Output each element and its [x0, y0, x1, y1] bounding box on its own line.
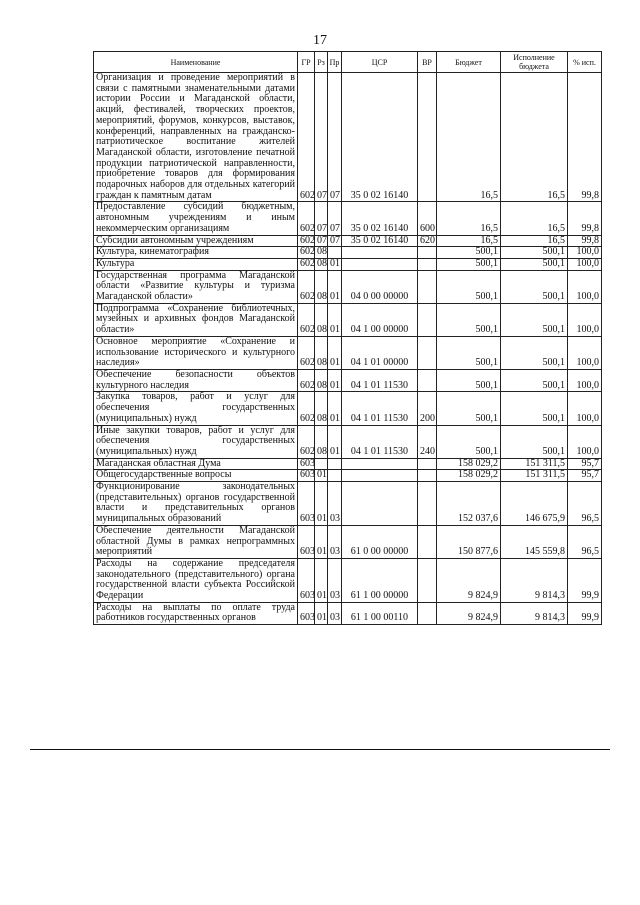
- row-vr: [418, 258, 437, 270]
- row-csr: [342, 482, 418, 526]
- table-row: [94, 73, 602, 202]
- row-rz: 01: [315, 470, 328, 482]
- row-csr: [342, 258, 418, 270]
- row-pr: 01: [328, 369, 342, 391]
- row-execution: 500,1: [501, 336, 568, 369]
- table-row: [94, 458, 602, 470]
- row-execution: 16,5: [501, 235, 568, 247]
- row-gr: 602: [298, 425, 315, 458]
- row-vr: 620: [418, 235, 437, 247]
- row-percent: 99,8: [568, 73, 602, 202]
- table-row: [94, 336, 602, 369]
- row-percent: 100,0: [568, 369, 602, 391]
- row-csr: 61 0 00 00000: [342, 525, 418, 558]
- row-csr: 35 0 02 16140: [342, 202, 418, 235]
- row-pr: 01: [328, 336, 342, 369]
- row-budget: 500,1: [437, 336, 501, 369]
- row-rz: 01: [315, 525, 328, 558]
- row-csr: [342, 247, 418, 259]
- row-gr: 603: [298, 482, 315, 526]
- row-vr: [418, 73, 437, 202]
- table-row: [94, 247, 602, 259]
- row-csr: 04 0 00 00000: [342, 270, 418, 303]
- table-row: [94, 392, 602, 425]
- row-csr: 04 1 01 00000: [342, 336, 418, 369]
- row-name: Государственная программа Магаданской области «Развитие культуры и туризма Магаданской области»: [94, 270, 298, 303]
- row-rz: [315, 458, 328, 470]
- row-budget: 500,1: [437, 303, 501, 336]
- row-execution: 145 559,8: [501, 525, 568, 558]
- row-pr: [328, 458, 342, 470]
- row-csr: 35 0 02 16140: [342, 235, 418, 247]
- row-vr: [418, 369, 437, 391]
- row-percent: 100,0: [568, 336, 602, 369]
- row-csr: [342, 458, 418, 470]
- row-rz: 08: [315, 303, 328, 336]
- row-percent: 99,9: [568, 558, 602, 602]
- row-percent: 99,8: [568, 235, 602, 247]
- row-pr: [328, 247, 342, 259]
- column-header-csr: ЦСР: [342, 52, 418, 73]
- row-gr: 603: [298, 558, 315, 602]
- row-vr: [418, 558, 437, 602]
- row-execution: 151 311,5: [501, 458, 568, 470]
- row-budget: 9 824,9: [437, 558, 501, 602]
- row-percent: 96,5: [568, 482, 602, 526]
- row-budget: 500,1: [437, 247, 501, 259]
- row-gr: 603: [298, 525, 315, 558]
- column-header-execution: Исполнение бюджета: [501, 52, 568, 73]
- row-vr: [418, 247, 437, 259]
- row-budget: 500,1: [437, 425, 501, 458]
- row-vr: [418, 525, 437, 558]
- row-percent: 100,0: [568, 303, 602, 336]
- row-name: Основное мероприятие «Сохранение и использование исторического и культурного наследия»: [94, 336, 298, 369]
- table-row: [94, 258, 602, 270]
- row-pr: 03: [328, 602, 342, 624]
- row-rz: 01: [315, 602, 328, 624]
- row-gr: 602: [298, 247, 315, 259]
- row-budget: 16,5: [437, 73, 501, 202]
- row-name: Обеспечение безопасности объектов культурного наследия: [94, 369, 298, 391]
- row-execution: 500,1: [501, 425, 568, 458]
- row-vr: 200: [418, 392, 437, 425]
- row-budget: 500,1: [437, 392, 501, 425]
- row-rz: 07: [315, 73, 328, 202]
- row-name: Закупка товаров, работ и услуг для обеспечения государственных (муниципальных) нужд: [94, 392, 298, 425]
- row-percent: 96,5: [568, 525, 602, 558]
- row-name: Культура: [94, 258, 298, 270]
- row-percent: 100,0: [568, 392, 602, 425]
- row-pr: 01: [328, 258, 342, 270]
- row-budget: 500,1: [437, 369, 501, 391]
- row-budget: 500,1: [437, 258, 501, 270]
- row-rz: 08: [315, 336, 328, 369]
- row-csr: [342, 470, 418, 482]
- row-rz: 08: [315, 247, 328, 259]
- row-pr: 01: [328, 425, 342, 458]
- row-execution: 500,1: [501, 392, 568, 425]
- row-name: Организация и проведение мероприятий в связи с памятными знаменательными датами истории России и Магаданской области, акций, фестивалей, творческих проектов, мероприятий, форумов, конкурсов, выставок, конференций, направленных на гражданско-патриотическое воспитание жителей Магаданской области, изготовление печатной продукции патриотической направленности, приобретение товаров для формирования подарочных наборов для отдельных категорий граждан к памятным датам: [94, 73, 298, 202]
- row-pr: 07: [328, 202, 342, 235]
- row-name: Общегосударственные вопросы: [94, 470, 298, 482]
- row-budget: 150 877,6: [437, 525, 501, 558]
- row-rz: 07: [315, 202, 328, 235]
- row-percent: 99,8: [568, 202, 602, 235]
- row-budget: 158 029,2: [437, 470, 501, 482]
- row-gr: 602: [298, 392, 315, 425]
- row-gr: 603: [298, 458, 315, 470]
- row-gr: 602: [298, 235, 315, 247]
- row-pr: 07: [328, 73, 342, 202]
- row-percent: 100,0: [568, 270, 602, 303]
- column-header-name: Наименование: [94, 52, 298, 73]
- row-gr: 602: [298, 270, 315, 303]
- row-csr: 04 1 01 11530: [342, 369, 418, 391]
- row-budget: 9 824,9: [437, 602, 501, 624]
- row-pr: 03: [328, 482, 342, 526]
- row-csr: 04 1 01 11530: [342, 392, 418, 425]
- table-row: [94, 235, 602, 247]
- row-csr: 35 0 02 16140: [342, 73, 418, 202]
- row-percent: 100,0: [568, 247, 602, 259]
- row-percent: 100,0: [568, 425, 602, 458]
- budget-table: [93, 51, 602, 625]
- row-pr: 01: [328, 392, 342, 425]
- row-gr: 602: [298, 336, 315, 369]
- row-execution: 500,1: [501, 369, 568, 391]
- row-vr: [418, 303, 437, 336]
- row-execution: 16,5: [501, 202, 568, 235]
- row-pr: 03: [328, 558, 342, 602]
- row-gr: 602: [298, 258, 315, 270]
- column-header-pr: Пр: [328, 52, 342, 73]
- page-number: 17: [313, 33, 327, 48]
- row-vr: [418, 458, 437, 470]
- row-budget: 500,1: [437, 270, 501, 303]
- row-gr: 603: [298, 602, 315, 624]
- column-header-percent: % исп.: [568, 52, 602, 73]
- row-execution: 500,1: [501, 258, 568, 270]
- row-name: Субсидии автономным учреждениям: [94, 235, 298, 247]
- row-gr: 602: [298, 369, 315, 391]
- row-name: Подпрограмма «Сохранение библиотечных, музейных и архивных фондов Магаданской области»: [94, 303, 298, 336]
- row-name: Иные закупки товаров, работ и услуг для обеспечения государственных (муниципальных) нужд: [94, 425, 298, 458]
- row-vr: [418, 482, 437, 526]
- column-header-budget: Бюджет: [437, 52, 501, 73]
- row-pr: 07: [328, 235, 342, 247]
- row-csr: 61 1 00 00110: [342, 602, 418, 624]
- row-vr: [418, 336, 437, 369]
- row-execution: 146 675,9: [501, 482, 568, 526]
- row-rz: 08: [315, 258, 328, 270]
- row-rz: 08: [315, 270, 328, 303]
- table-row: [94, 482, 602, 526]
- row-execution: 9 814,3: [501, 602, 568, 624]
- table-row: [94, 470, 602, 482]
- row-name: Обеспечение деятельности Магаданской областной Думы в рамках непрограммных мероприятий: [94, 525, 298, 558]
- row-pr: 03: [328, 525, 342, 558]
- table-row: [94, 525, 602, 558]
- table-header-row: [94, 52, 602, 73]
- row-rz: 01: [315, 558, 328, 602]
- row-percent: 95,7: [568, 458, 602, 470]
- row-csr: 61 1 00 00000: [342, 558, 418, 602]
- column-header-rz: Рз: [315, 52, 328, 73]
- row-vr: [418, 470, 437, 482]
- table-row: [94, 602, 602, 624]
- row-name: Расходы на содержание председателя законодательного (представительного) органа государственной власти субъекта Российской Федерации: [94, 558, 298, 602]
- row-budget: 158 029,2: [437, 458, 501, 470]
- row-gr: 602: [298, 303, 315, 336]
- row-percent: 95,7: [568, 470, 602, 482]
- row-csr: 04 1 00 00000: [342, 303, 418, 336]
- row-rz: 07: [315, 235, 328, 247]
- table-row: [94, 270, 602, 303]
- row-budget: 16,5: [437, 202, 501, 235]
- row-pr: 01: [328, 303, 342, 336]
- row-gr: 603: [298, 470, 315, 482]
- row-execution: 151 311,5: [501, 470, 568, 482]
- row-csr: 04 1 01 11530: [342, 425, 418, 458]
- row-vr: 600: [418, 202, 437, 235]
- column-header-vr: ВР: [418, 52, 437, 73]
- footer-divider: [30, 749, 610, 750]
- row-gr: 602: [298, 73, 315, 202]
- row-percent: 100,0: [568, 258, 602, 270]
- column-header-gr: ГР: [298, 52, 315, 73]
- table-row: [94, 202, 602, 235]
- row-execution: 16,5: [501, 73, 568, 202]
- row-execution: 500,1: [501, 270, 568, 303]
- row-budget: 16,5: [437, 235, 501, 247]
- table-row: [94, 558, 602, 602]
- row-pr: 01: [328, 270, 342, 303]
- row-percent: 99,9: [568, 602, 602, 624]
- row-rz: 01: [315, 482, 328, 526]
- row-execution: 9 814,3: [501, 558, 568, 602]
- row-execution: 500,1: [501, 303, 568, 336]
- row-rz: 08: [315, 392, 328, 425]
- row-budget: 152 037,6: [437, 482, 501, 526]
- row-name: Предоставление субсидий бюджетным, автономным учреждениям и иным некоммерческим организациям: [94, 202, 298, 235]
- row-rz: 08: [315, 425, 328, 458]
- row-pr: [328, 470, 342, 482]
- row-name: Функционирование законодательных (представительных) органов государственной власти и представительных органов муниципальных образований: [94, 482, 298, 526]
- row-vr: [418, 602, 437, 624]
- table-row: [94, 425, 602, 458]
- table-row: [94, 369, 602, 391]
- row-vr: 240: [418, 425, 437, 458]
- row-name: Магаданская областная Дума: [94, 458, 298, 470]
- row-rz: 08: [315, 369, 328, 391]
- row-gr: 602: [298, 202, 315, 235]
- row-execution: 500,1: [501, 247, 568, 259]
- row-vr: [418, 270, 437, 303]
- row-name: Расходы на выплаты по оплате труда работников государственных органов: [94, 602, 298, 624]
- table-body: [94, 73, 602, 625]
- table-row: [94, 303, 602, 336]
- row-name: Культура, кинематография: [94, 247, 298, 259]
